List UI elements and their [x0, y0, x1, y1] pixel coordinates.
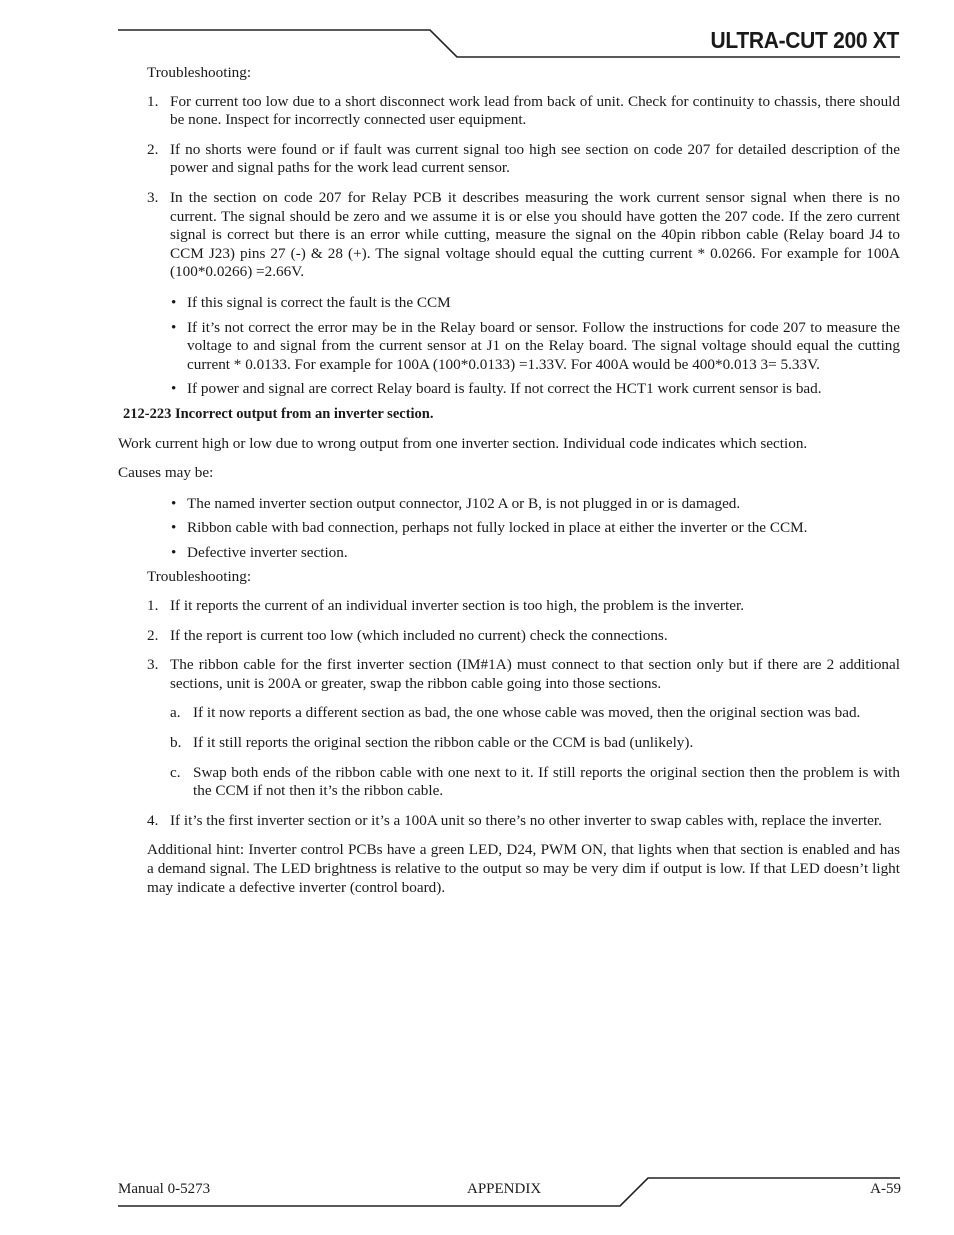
- header-title: ULTRA-CUT 200 XT: [710, 28, 899, 54]
- bullet-icon: •: [171, 380, 177, 398]
- bullet-icon: •: [171, 318, 177, 336]
- bullet-icon: •: [171, 519, 177, 537]
- step-item: [118, 141, 900, 178]
- bullet-text: The named inverter section output connector, J102 A or B, is not plugged in or is damaged.: [187, 494, 741, 512]
- step-item: [118, 627, 900, 646]
- step-text: In the section on code 207 for Relay PCB it describes measuring the work current sensor signal when there is no current. The signal should be zero and we assume it is or else you should have gotten the 207 code. If the zero current signal is correct but there is an error while cutting, measure the signal on the 40pin ribbon cable (Relay board J4 to CCM J23) pins 27 (-) & 28 (+). The signal voltage should equal the cutting current * 0.0266. For example for 100A (100*0.0266) =2.66V.: [170, 188, 900, 281]
- step-text: If it reports the current of an individual inverter section is too high, the problem is the inverter.: [170, 597, 745, 615]
- bullet-icon: •: [171, 293, 177, 311]
- step-item: [118, 597, 900, 616]
- troubleshooting-label-1: Troubleshooting:: [147, 64, 252, 81]
- bullet-item: [118, 495, 900, 514]
- step-number: 2.: [147, 626, 159, 644]
- substep-letter: a.: [170, 704, 181, 722]
- section-heading: 212-223 Incorrect output from an inverter section.: [123, 405, 434, 422]
- footer-page-number: A-59: [870, 1181, 901, 1197]
- step-number: 2.: [147, 140, 159, 158]
- bullet-text: If power and signal are correct Relay board is faulty. If not correct the HCT1 work current sensor is bad.: [187, 380, 822, 398]
- substep-text: If it now reports a different section as bad, the one whose cable was moved, then the original section was bad.: [193, 704, 861, 722]
- bullet-item: [118, 519, 900, 538]
- bullet-item: [118, 544, 900, 563]
- troubleshooting-label-2: Troubleshooting:: [147, 568, 252, 586]
- footer-section-name: APPENDIX: [467, 1181, 542, 1197]
- step-text: If no shorts were found or if fault was current signal too high see section on code 207 for detailed description of the power and signal paths for the work lead current sensor.: [170, 140, 900, 177]
- step-text: If the report is current too low (which included no current) check the connections.: [170, 626, 668, 644]
- step-item: [118, 656, 900, 693]
- step-number: 4.: [147, 811, 159, 829]
- bullet-text: Defective inverter section.: [187, 543, 348, 561]
- causes-label: Causes may be:: [118, 464, 214, 482]
- substep-item: [118, 704, 900, 723]
- step-number: 3.: [147, 188, 159, 206]
- substep-text: If it still reports the original section the ribbon cable or the CCM is bad (unlikely).: [193, 734, 694, 752]
- additional-hint: Additional hint: Inverter control PCBs have a green LED, D24, PWM ON, that lights when that section is enabled and has a demand signal. The LED brightness is relative to the output so may be very dim if output is low. If that LED doesn’t light may indicate a defective inverter (control board).: [147, 841, 900, 896]
- substep-text: Swap both ends of the ribbon cable with one next to it. If still reports the original section then the problem is with the CCM if not then it’s the ribbon cable.: [193, 763, 900, 800]
- step-number: 1.: [147, 92, 159, 110]
- bullet-item: [118, 319, 900, 375]
- bullet-icon: •: [171, 494, 177, 512]
- step-text: If it’s the first inverter section or it’s a 100A unit so there’s no other inverter to swap cables with, replace the inverter.: [170, 811, 882, 829]
- footer-manual-number: Manual 0-5273: [118, 1181, 211, 1197]
- page-content: [118, 64, 900, 897]
- section-intro: Work current high or low due to wrong output from one inverter section. Individual code indicates which section.: [118, 434, 808, 452]
- step-item: [118, 189, 900, 282]
- bullet-text: If this signal is correct the fault is the CCM: [187, 293, 451, 311]
- bullet-icon: •: [171, 543, 177, 561]
- step-text: The ribbon cable for the first inverter section (IM#1A) must connect to that section only but if there are 2 additional sections, unit is 200A or greater, swap the ribbon cable going into those sections.: [170, 656, 900, 692]
- step-number: 1.: [147, 597, 159, 615]
- substep-item: [118, 764, 900, 801]
- step-text: For current too low due to a short disconnect work lead from back of unit. Check for continuity to chassis, there should be none. Inspect for incorrectly connected user equipment.: [170, 92, 900, 129]
- bullet-item: [118, 294, 900, 313]
- bullet-text: Ribbon cable with bad connection, perhaps not fully locked in place at either the inverter or the CCM.: [187, 519, 808, 537]
- step-item: [118, 93, 900, 130]
- substep-letter: b.: [170, 734, 182, 752]
- step-item: [118, 812, 900, 831]
- step-number: 3.: [147, 656, 159, 674]
- substep-item: [118, 734, 900, 753]
- bullet-text: If it’s not correct the error may be in the Relay board or sensor. Follow the instructions for code 207 to measure the voltage to and signal from the current sensor at J1 on the Relay board. The signal voltage should equal the cutting current * 0.0133. For example for 100A (100*0.0133) =1.33V. For 400A would be 400*0.013 3= 5.33V.: [187, 318, 900, 373]
- substep-letter: c.: [170, 763, 181, 781]
- bullet-item: [118, 380, 900, 399]
